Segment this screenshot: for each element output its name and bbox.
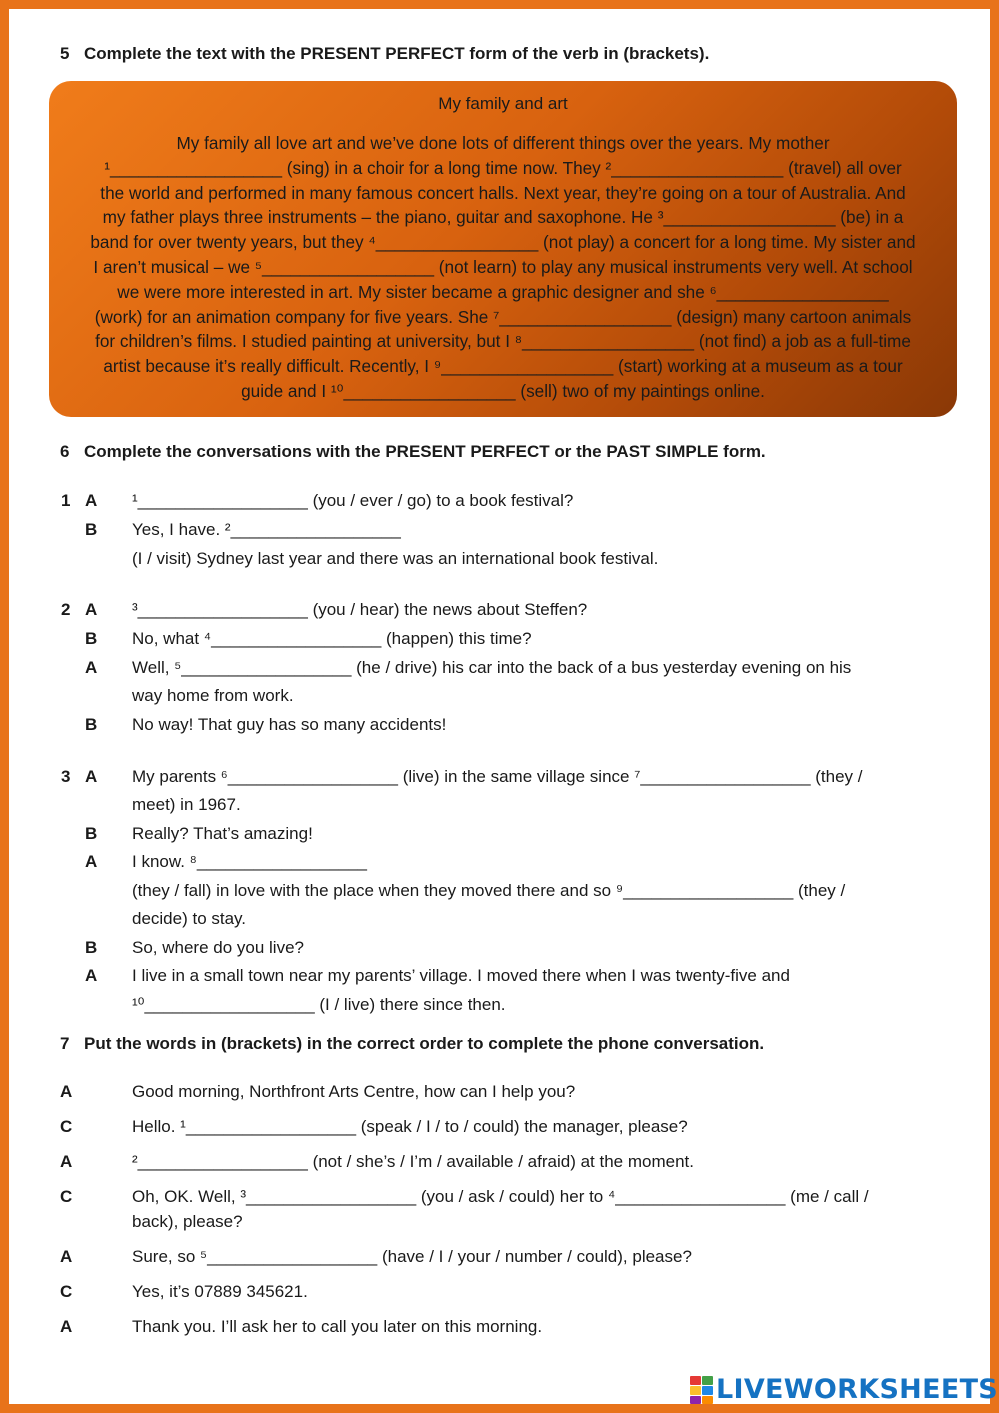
speaker-label: C [60,1187,73,1206]
dialogue-line: ¹⁰__________________ (I / live) there since then. [132,995,506,1014]
story-line: band for over twenty years, but they ⁴_________________ (not play) a concert for a long time. My sister and [90,232,916,253]
dialogue-line: decide) to stay. [132,909,247,928]
dialogue-number: 3 [61,767,71,786]
story-line: my father plays three instruments – the piano, guitar and saxophone. He ³__________________ (be) in a [102,207,904,228]
exercise-number: 6 [60,442,70,461]
story-line: My family all love art and we’ve done lots of different things over the years. My mother [176,133,830,153]
exercise-5-heading [60,44,709,64]
dialogue-line: ³__________________ (you / hear) the news about Steffen? [132,600,588,619]
exercise-instruction: Put the words in (brackets) in the correct order to complete the phone conversation. [84,1034,765,1053]
dialogue-line: My parents ⁶__________________ (live) in the same village since ⁷__________________ (they / [132,767,863,786]
story-line: ¹__________________ (sing) in a choir for a long time now. They ²__________________ (travel) all over [104,157,902,178]
conversation-line: Oh, OK. Well, ³__________________ (you / ask / could) her to ⁴__________________ (me / call / [132,1187,869,1206]
speaker-label: C [60,1117,73,1136]
conversation-line: Good morning, Northfront Arts Centre, how can I help you? [132,1082,576,1101]
speaker-label: A [85,767,98,786]
story-line: guide and I ¹⁰__________________ (sell) two of my paintings online. [241,380,765,401]
logo-icon [690,1376,712,1402]
conversation-line: back), please? [132,1212,243,1231]
speaker-label: B [85,629,98,648]
story-line: artist because it’s really difficult. Recently, I ⁹__________________ (start) working at a museum as a tour [103,356,903,377]
speaker-label: B [85,938,98,957]
story-line: we were more interested in art. My sister became a graphic designer and she ⁶__________________ [117,281,889,302]
conversation-line: Sure, so ⁵__________________ (have / I / your / number / could), please? [132,1247,692,1266]
speaker-label: B [85,824,98,843]
story-text [55,131,951,404]
exercise-number: 5 [60,44,70,63]
speaker-label: A [60,1082,73,1101]
dialogue-line: I live in a small town near my parents’ village. I moved there when I was twenty-five and [132,966,790,985]
story-line: I aren’t musical – we ⁵__________________ (not learn) to play any musical instruments very well. At school [93,256,913,277]
exercise-number: 7 [60,1034,70,1053]
dialogue-number: 2 [61,600,71,619]
story-line: for children’s films. I studied painting at university, but I ⁸__________________ (not find) a job as a full-time [95,331,911,352]
speaker-label: A [85,491,98,510]
dialogue-line: Really? That’s amazing! [132,824,313,843]
exercise-instruction: Complete the text with the PRESENT PERFECT form of the verb in (brackets). [84,44,710,63]
dialogue-line: Well, ⁵__________________ (he / drive) his car into the back of a bus yesterday evening on his [132,658,852,677]
story-title: My family and art [438,94,568,113]
speaker-label: A [60,1152,73,1171]
speaker-label: A [60,1317,73,1336]
dialogue-line: No, what ⁴__________________ (happen) this time? [132,629,532,648]
dialogue-line: So, where do you live? [132,938,304,957]
logo-text: LIVEWORKSHEETS [716,1373,999,1405]
conversation-line: ²__________________ (not / she’s / I’m / available / afraid) at the moment. [132,1152,694,1171]
dialogue-line: way home from work. [132,686,294,705]
speaker-label: A [85,658,98,677]
dialogue-line: ¹__________________ (you / ever / go) to a book festival? [132,491,574,510]
dialogue-line: No way! That guy has so many accidents! [132,715,447,734]
conversation-line: Yes, it’s 07889 345621. [132,1282,308,1301]
speaker-label: B [85,715,98,734]
dialogue-line: meet) in 1967. [132,795,241,814]
story-box [49,81,957,417]
speaker-label: C [60,1282,73,1301]
conversation-line: Hello. ¹__________________ (speak / I / to / could) the manager, please? [132,1117,688,1136]
dialogue-number: 1 [61,491,71,510]
speaker-label: A [85,600,98,619]
dialogue-line: Yes, I have. ²__________________ [132,520,401,539]
story-line: the world and performed in many famous concert halls. Next year, they’re going on a tour of Australia. And [100,182,906,203]
dialogue-line: I know. ⁸__________________ [132,852,367,871]
speaker-label: B [85,520,98,539]
speaker-label: A [85,966,98,985]
exercise-7-heading [60,1034,764,1054]
exercise-instruction: Complete the conversations with the PRESENT PERFECT or the PAST SIMPLE form. [84,442,766,461]
exercise-6-heading [60,442,766,462]
dialogue-line: (they / fall) in love with the place when they moved there and so ⁹__________________ (they / [132,881,846,900]
speaker-label: A [85,852,98,871]
conversation-line: Thank you. I’ll ask her to call you later on this morning. [132,1317,543,1336]
liveworksheets-logo [690,1373,998,1405]
dialogue-line: (I / visit) Sydney last year and there was an international book festival. [132,549,659,568]
story-line: (work) for an animation company for five years. She ⁷__________________ (design) many cartoon animals [94,306,912,327]
speaker-label: A [60,1247,73,1266]
